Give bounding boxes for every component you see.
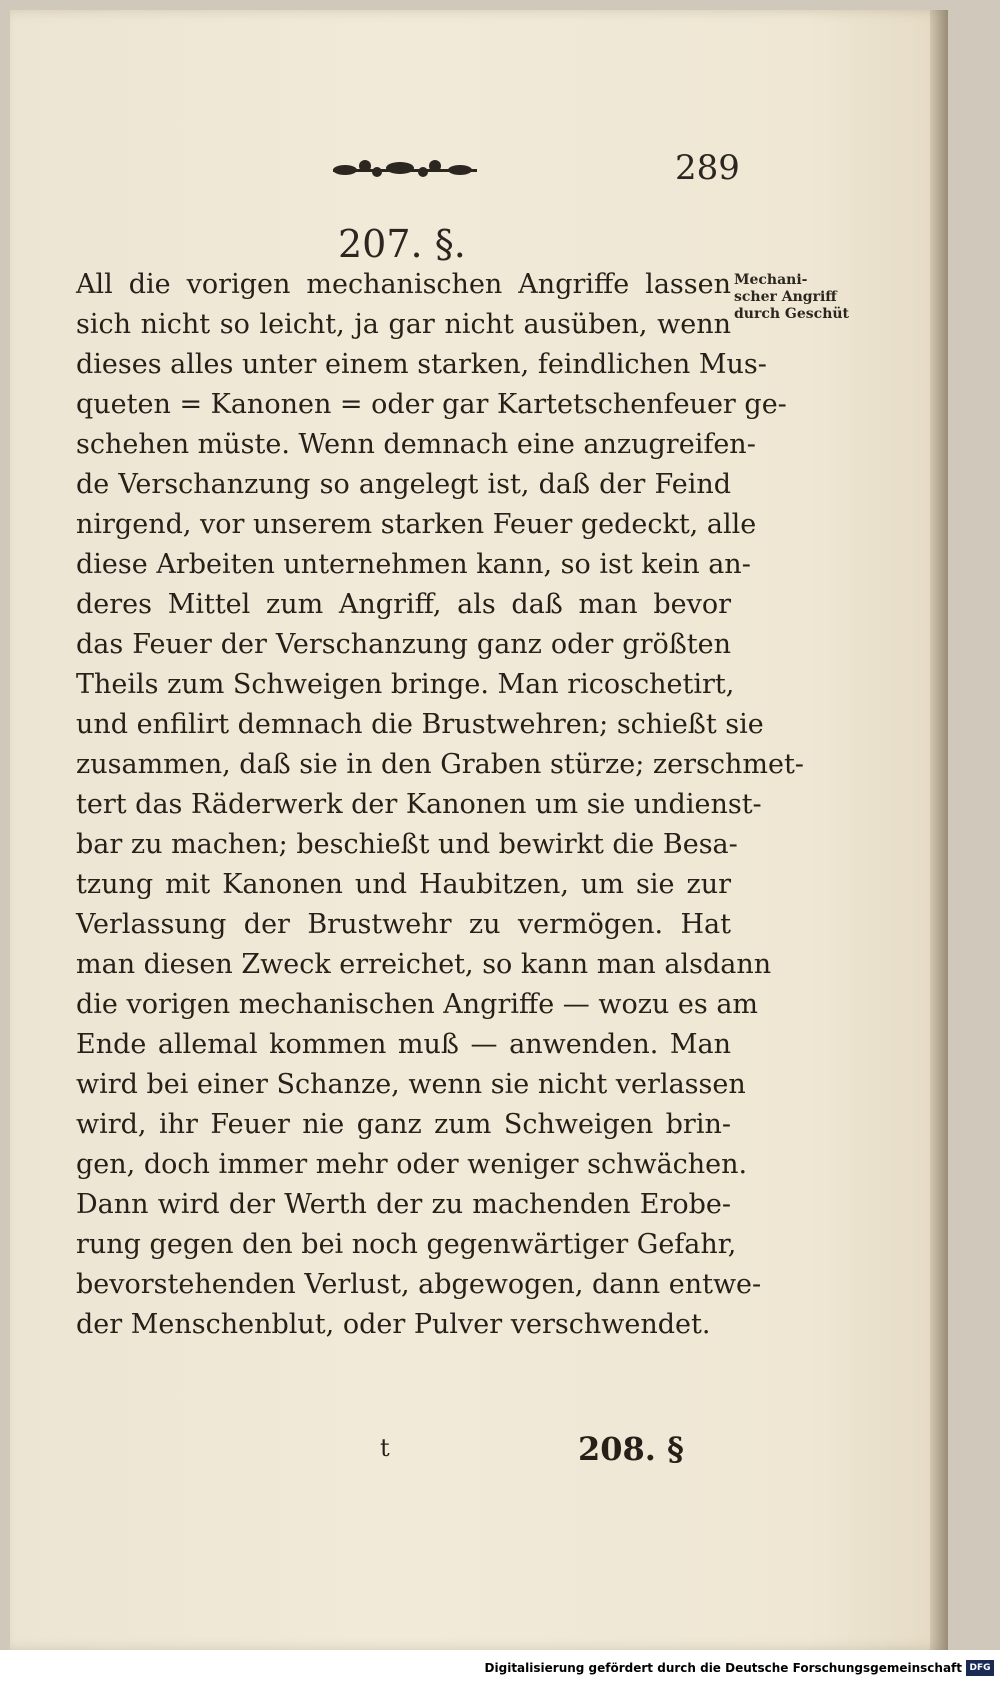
text-line: Dann wird der Werth der zu machenden Erobe- [76, 1189, 731, 1220]
text-line: diese Arbeiten unternehmen kann, so ist kein an- [76, 549, 751, 580]
text-line: tert das Räderwerk der Kanonen um sie undienst- [76, 789, 762, 820]
text-line: bevorstehenden Verlust, abgewogen, dann entwe- [76, 1269, 762, 1300]
margin-note: Mechani- scher Angriff durch Geschüt [734, 272, 850, 322]
text-line: das Feuer der Verschanzung ganz oder größten [76, 629, 731, 660]
text-line: All die vorigen mechanischen Angriffe lassen [76, 269, 731, 300]
text-line: Theils zum Schweigen bringe. Man ricoschetirt, [76, 669, 735, 700]
dfg-logo: DFG [966, 1660, 994, 1676]
text-line: Ende allemal kommen muß — anwenden. Man [76, 1029, 731, 1060]
page-spine-shadow [930, 10, 948, 1650]
text-line: tzung mit Kanonen und Haubitzen, um sie zur [76, 869, 731, 900]
catchword: 208. § [578, 1430, 684, 1468]
text-line: der Menschenblut, oder Pulver verschwendet. [76, 1309, 711, 1340]
text-line: nirgend, vor unserem starken Feuer gedeckt, alle [76, 509, 757, 540]
text-line: sich nicht so leicht, ja gar nicht ausüben, wenn [76, 309, 731, 340]
printers-ornament [325, 150, 485, 190]
text-line: wird, ihr Feuer nie ganz zum Schweigen brin- [76, 1109, 731, 1140]
text-line: rung gegen den bei noch gegenwärtiger Gefahr, [76, 1229, 737, 1260]
credit-text: Digitalisierung gefördert durch die Deutsche Forschungsgemeinschaft [484, 1661, 962, 1675]
text-line: Verlassung der Brustwehr zu vermögen. Hat [76, 909, 731, 940]
text-line: zusammen, daß sie in den Graben stürze; zerschmet- [76, 749, 804, 780]
text-line: die vorigen mechanischen Angriffe — wozu es am [76, 989, 759, 1020]
text-line: gen, doch immer mehr oder weniger schwächen. [76, 1149, 748, 1180]
section-heading: 207. §. [338, 222, 466, 266]
signature-mark: t [380, 1434, 390, 1462]
text-line: dieses alles unter einem starken, feindlichen Mus- [76, 349, 767, 380]
text-line: wird bei einer Schanze, wenn sie nicht verlassen [76, 1069, 746, 1100]
text-line: schehen müste. Wenn demnach eine anzugreifen- [76, 429, 756, 460]
page-number: 289 [675, 148, 740, 188]
text-line: bar zu machen; beschießt und bewirkt die Besa- [76, 829, 738, 860]
text-line: und enfilirt demnach die Brustwehren; schießt sie [76, 709, 764, 740]
text-line: queten = Kanonen = oder gar Kartetschenfeuer ge- [76, 389, 787, 420]
book-page [10, 10, 948, 1650]
text-line: de Verschanzung so angelegt ist, daß der Feind [76, 469, 731, 500]
credit-bar [0, 1650, 1000, 1681]
text-line: man diesen Zweck erreichet, so kann man alsdann [76, 949, 772, 980]
text-line: deres Mittel zum Angriff, als daß man bevor [76, 589, 731, 620]
